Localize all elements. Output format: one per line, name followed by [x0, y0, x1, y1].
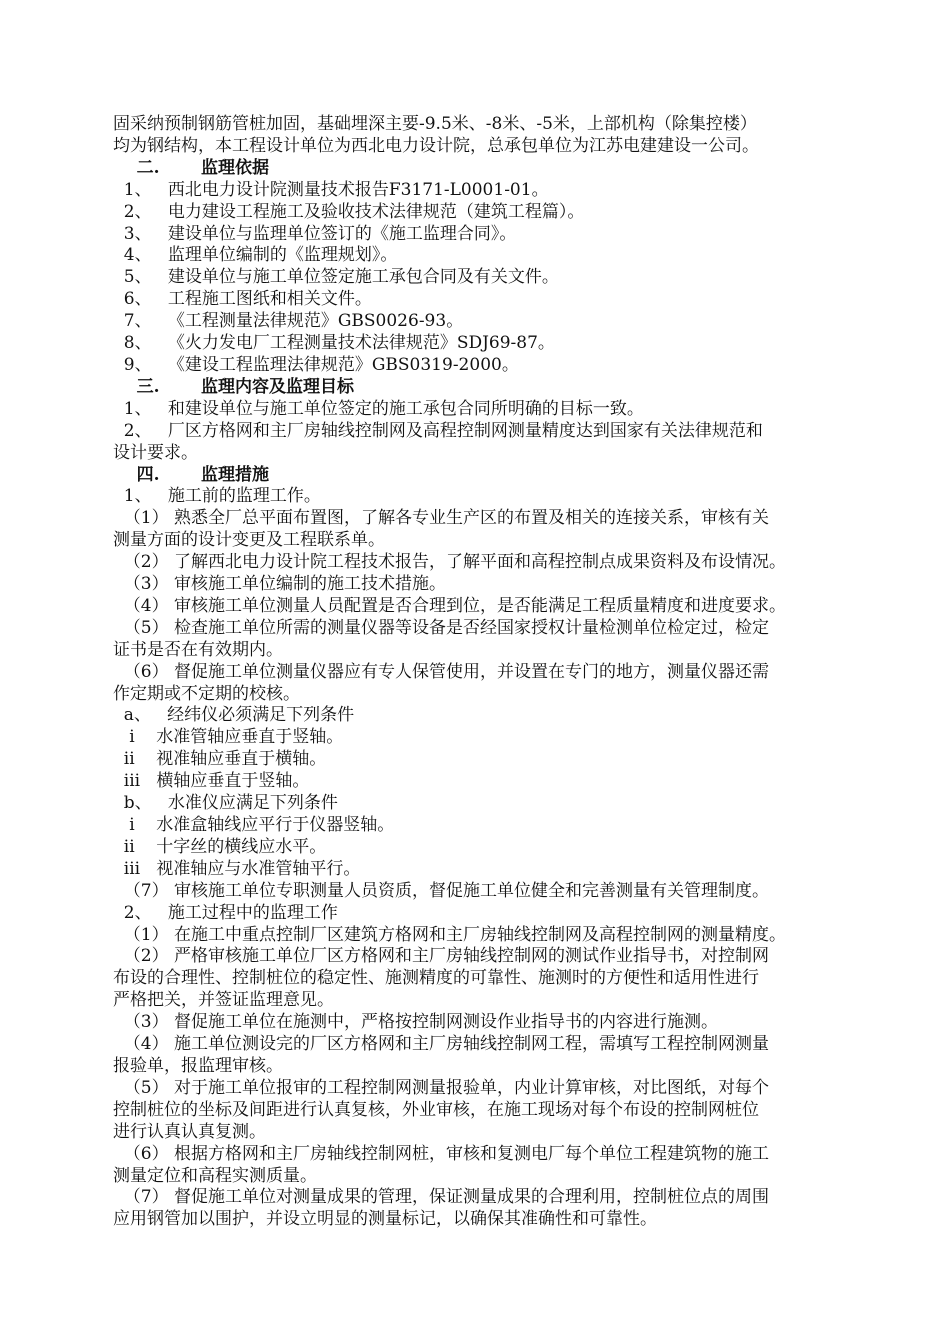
- text-line: （1） 熟悉全厂总平面布置图，了解各专业生产区的布置及相关的连接关系，审核有关: [113, 508, 770, 529]
- text-line: 3、 建设单位与监理单位签订的《施工监理合同》。: [113, 223, 517, 244]
- text-line: 9、 《建设工程监理法律规范》GBS0319-2000。: [113, 354, 519, 375]
- document-body: [113, 114, 873, 1231]
- section-heading: 四. 监理措施: [113, 464, 270, 485]
- text-line: （4） 审核施工单位测量人员配置是否合理到位，是否能满足工程质量精度和进度要求。: [113, 595, 787, 616]
- text-line: 报验单，报监理审核。: [113, 1055, 283, 1076]
- text-line: ii 视准轴应垂直于横轴。: [113, 749, 327, 770]
- text-line: 2、 厂区方格网和主厂房轴线控制网及高程控制网测量精度达到国家有关法律规范和: [113, 420, 763, 441]
- text-line: 8、 《火力发电厂工程测量技术法律规范》SDJ69-87。: [113, 333, 555, 354]
- text-line: 2、 施工过程中的监理工作: [113, 902, 338, 923]
- text-line: 2、 电力建设工程施工及验收技术法律规范（建筑工程篇）。: [113, 201, 585, 222]
- text-line: （5） 检查施工单位所需的测量仪器等设备是否经国家授权计量检测单位检定过，检定: [113, 617, 770, 638]
- text-line: 应用钢管加以围护，并设立明显的测量标记，以确保其准确性和可靠性。: [113, 1209, 657, 1230]
- text-line: 测量定位和高程实测质量。: [113, 1165, 317, 1186]
- text-line: 5、 建设单位与施工单位签定施工承包合同及有关文件。: [113, 267, 559, 288]
- text-line: 证书是否在有效期内。: [113, 639, 283, 660]
- text-line: 控制桩位的坐标及间距进行认真复核，外业审核，在施工现场对每个布设的控制网桩位: [113, 1099, 759, 1120]
- text-line: 1、 和建设单位与施工单位签定的施工承包合同所明确的目标一致。: [113, 398, 644, 419]
- text-line: （1） 在施工中重点控制厂区建筑方格网和主厂房轴线控制网及高程控制网的测量精度。: [113, 924, 787, 945]
- section-heading: 三. 监理内容及监理目标: [113, 376, 355, 397]
- text-line: 1、 施工前的监理工作。: [113, 486, 321, 507]
- text-line: 布设的合理性、控制桩位的稳定性、施测精度的可靠性、施测时的方便性和适用性进行: [113, 968, 759, 989]
- text-line: 作定期或不定期的校核。: [113, 683, 300, 704]
- text-line: （4） 施工单位测设完的厂区方格网和主厂房轴线控制网工程，需填写工程控制网测量: [113, 1034, 770, 1055]
- text-line: 固采纳预制钢筋管桩加固，基础埋深主要-9.5米、-8米、-5米，上部机构（除集控楼）: [113, 114, 757, 134]
- text-line: b、 水准仪应满足下列条件: [113, 793, 338, 814]
- text-line: （5） 对于施工单位报审的工程控制网测量报验单，内业计算审核，对比图纸，对每个: [113, 1077, 770, 1098]
- text-line: （2） 了解西北电力设计院工程技术报告，了解平面和高程控制点成果资料及布设情况。: [113, 552, 787, 573]
- text-line: 设计要求。: [113, 442, 198, 463]
- text-line: （2） 严格审核施工单位厂区方格网和主厂房轴线控制网的测试作业指导书，对控制网: [113, 946, 770, 967]
- text-line: 1、 西北电力设计院测量技术报告F3171-L0001-01。: [113, 179, 549, 200]
- text-line: 6、 工程施工图纸和相关文件。: [113, 289, 372, 310]
- text-line: 测量方面的设计变更及工程联系单。: [113, 530, 385, 551]
- text-line: 均为钢结构，本工程设计单位为西北电力设计院，总承包单位为江苏电建建设一公司。: [113, 135, 759, 156]
- text-line: （6） 督促施工单位测量仪器应有专人保管使用，并设置在专门的地方，测量仪器还需: [113, 661, 770, 682]
- text-line: （6） 根据方格网和主厂房轴线控制网桩，审核和复测电厂每个单位工程建筑物的施工: [113, 1143, 770, 1164]
- text-line: i 水准管轴应垂直于竖轴。: [113, 727, 344, 748]
- text-line: 7、 《工程测量法律规范》GBS0026-93。: [113, 311, 464, 332]
- text-line: i 水准盒轴线应平行于仪器竖轴。: [113, 815, 395, 835]
- text-line: （3） 审核施工单位编制的施工技术措施。: [113, 574, 447, 595]
- text-line: iii 视准轴应与水准管轴平行。: [113, 858, 361, 879]
- text-line: 进行认真认真复测。: [113, 1121, 266, 1142]
- text-line: 4、 监理单位编制的《监理规划》。: [113, 245, 398, 266]
- text-line: （7） 督促施工单位对测量成果的管理，保证测量成果的合理利用，控制桩位点的周围: [113, 1187, 770, 1208]
- section-heading: 二. 监理依据: [113, 157, 270, 178]
- text-line: 严格把关，并签证监理意见。: [113, 990, 334, 1011]
- text-line: ii 十字丝的横线应水平。: [113, 836, 327, 857]
- text-line: （7） 审核施工单位专职测量人员资质，督促施工单位健全和完善测量有关管理制度。: [113, 880, 770, 901]
- text-line: a、 经纬仪必须满足下列条件: [113, 705, 355, 726]
- text-line: （3） 督促施工单位在施测中，严格按控制网测设作业指导书的内容进行施测。: [113, 1012, 719, 1033]
- text-line: iii 横轴应垂直于竖轴。: [113, 771, 310, 792]
